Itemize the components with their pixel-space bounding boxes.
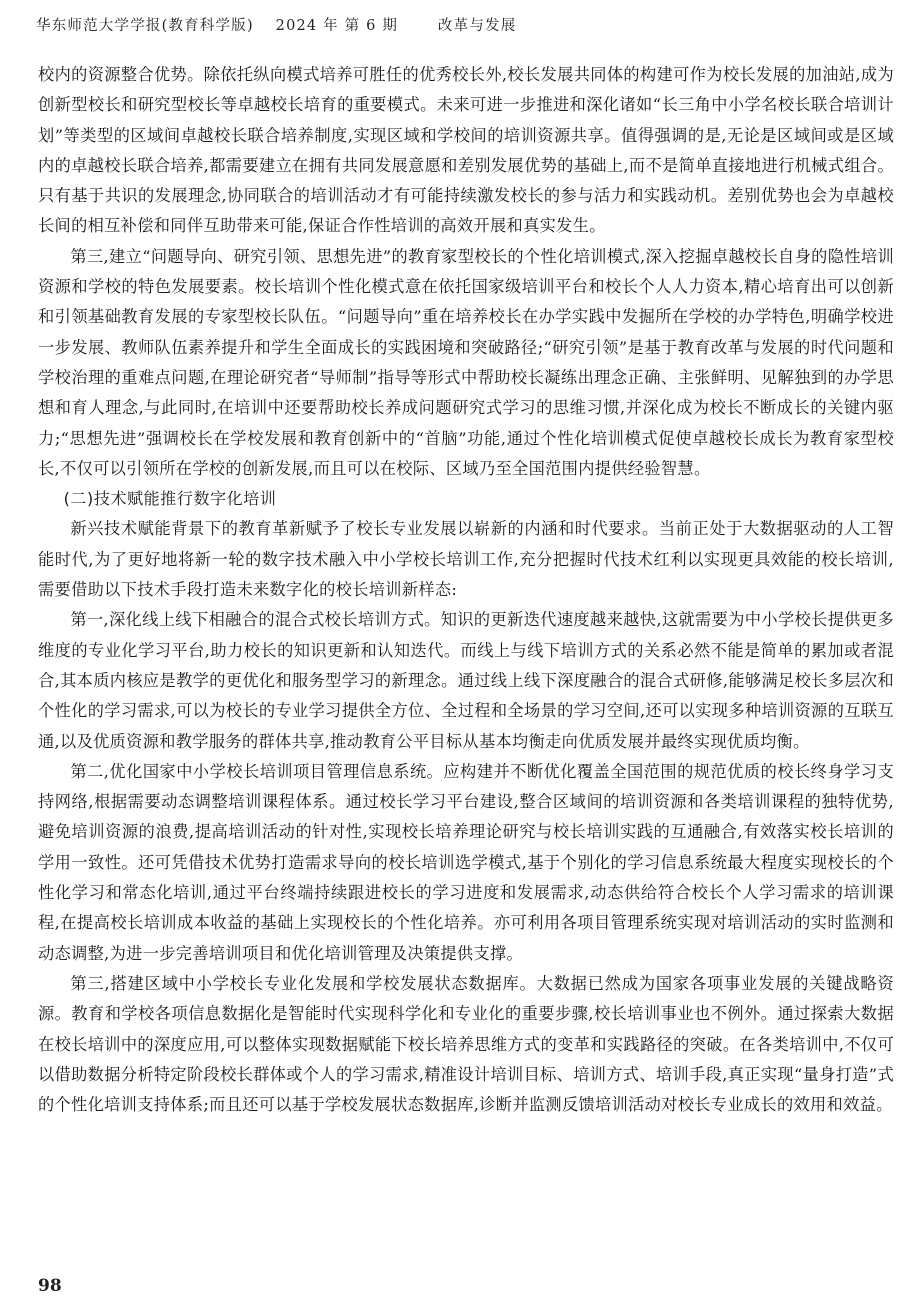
article-body (38, 60, 894, 1120)
body-paragraph: 校内的资源整合优势。除依托纵向模式培养可胜任的优秀校长外,校长发展共同体的构建可作为校长发展的加油站,成为创新型校长和研究型校长等卓越校长培育的重要模式。未来可进一步推进和深化诸如“长三角中小学名校长联合培训计划”等类型的区域间卓越校长联合培养制度,实现区域和学校间的培训资源共享。值得强调的是,无论是区域间或是区域内的卓越校长联合培养,都需要建立在拥有共同发展意愿和差别发展优势的基础上,而不是简单直接地进行机械式组合。只有基于共识的发展理念,协同联合的培训活动才有可能持续激发校长的参与活力和实践动机。差别优势也会为卓越校长间的相互补偿和同伴互助带来可能,保证合作性培训的高效开展和真实发生。 (38, 65, 894, 236)
journal-title: 华东师范大学学报(教育科学版) (36, 18, 254, 34)
body-paragraph: 新兴技术赋能背景下的教育革新赋予了校长专业发展以崭新的内涵和时代要求。当前正处于大数据驱动的人工智能时代,为了更好地将新一轮的数字技术融入中小学校长培训工作,充分把握时代技术红利以实现更具效能的校长培训,需要借助以下技术手段打造未来数字化的校长培训新样态: (38, 519, 894, 600)
section-subheading: (二)技术赋能推行数字化培训 (63, 489, 277, 509)
body-paragraph: 第二,优化国家中小学校长培训项目管理信息系统。应构建并不断优化覆盖全国范围的规范优质的校长终身学习支持网络,根据需要动态调整培训课程体系。通过校长学习平台建设,整合区域间的培训资源和各类培训课程的独特优势,避免培训资源的浪费,提高培训活动的针对性,实现校长培养理论研究与校长培训实践的互通融合,有效落实校长培训的学用一致性。还可凭借技术优势打造需求导向的校长培训选学模式,基于个别化的学习信息系统最大程度实现校长的个性化学习和常态化培训,通过平台终端持续跟进校长的学习进度和发展需求,动态供给符合校长个人学习需求的培训课程,在提高校长培训成本收益的基础上实现校长的个性化培养。亦可利用各项目管理系统实现对培训活动的实时监测和动态调整,为进一步完善培训项目和优化培训管理及决策提供支撑。 (38, 761, 894, 963)
section-label: 改革与发展 (437, 18, 517, 34)
issue-label: 2024 年 第 6 期 (275, 18, 399, 34)
body-paragraph: 第一,深化线上线下相融合的混合式校长培训方式。知识的更新迭代速度越来越快,这就需要为中小学校长提供更多维度的专业化学习平台,助力校长的知识更新和认知迭代。而线上与线下培训方式的关系必然不能是简单的累加或者混合,其本质内核应是教学的更优化和服务型学习的新理念。通过线上线下深度融合的混合式研修,能够满足校长多层次和个性化的学习需求,可以为校长的专业学习提供全方位、全过程和全场景的学习空间,还可以实现多种培训资源的互联互通,以及优质资源和教学服务的群体共享,推动教育公平目标从基本均衡走向优质发展并最终实现优质均衡。 (38, 610, 894, 751)
page-number: 98 (38, 1276, 62, 1296)
running-header (36, 14, 896, 38)
body-paragraph: 第三,搭建区域中小学校长专业化发展和学校发展状态数据库。大数据已然成为国家各项事业发展的关键战略资源。教育和学校各项信息数据化是智能时代实现科学化和专业化的重要步骤,校长培训事业也不例外。通过探索大数据在校长培训中的深度应用,可以整体实现数据赋能下校长培养思维方式的变革和实践路径的突破。在各类培训中,不仅可以借助数据分析特定阶段校长群体或个人的学习需求,精准设计培训目标、培训方式、培训手段,真正实现“量身打造”式的个性化培训支持体系;而且还可以基于学校发展状态数据库,诊断并监测反馈培训活动对校长专业成长的效用和效益。 (38, 973, 894, 1115)
body-paragraph: 第三,建立“问题导向、研究引领、思想先进”的教育家型校长的个性化培训模式,深入挖掘卓越校长自身的隐性培训资源和学校的特色发展要素。校长培训个性化模式意在依托国家级培训平台和校长个人人力资本,精心培育出可以创新和引领基础教育发展的专家型校长队伍。“问题导向”重在培养校长在办学实践中发掘所在学校的办学特色,明确学校进一步发展、教师队伍素养提升和学生全面成长的实践困境和突破路径;“研究引领”是基于教育改革与发展的时代问题和学校治理的重难点问题,在理论研究者“导师制”指导等形式中帮助校长凝练出理念正确、主张鲜明、见解独到的办学思想和育人理念,与此同时,在培训中还要帮助校长养成问题研究式学习的思维习惯,并深化成为校长不断成长的关键内驱力;“思想先进”强调校长在学校发展和教育创新中的“首脑”功能,通过个性化培训模式促使卓越校长成长为教育家型校长,不仅可以引领所在学校的创新发展,而且可以在校际、区域乃至全国范围内提供经验智慧。 (38, 246, 894, 478)
